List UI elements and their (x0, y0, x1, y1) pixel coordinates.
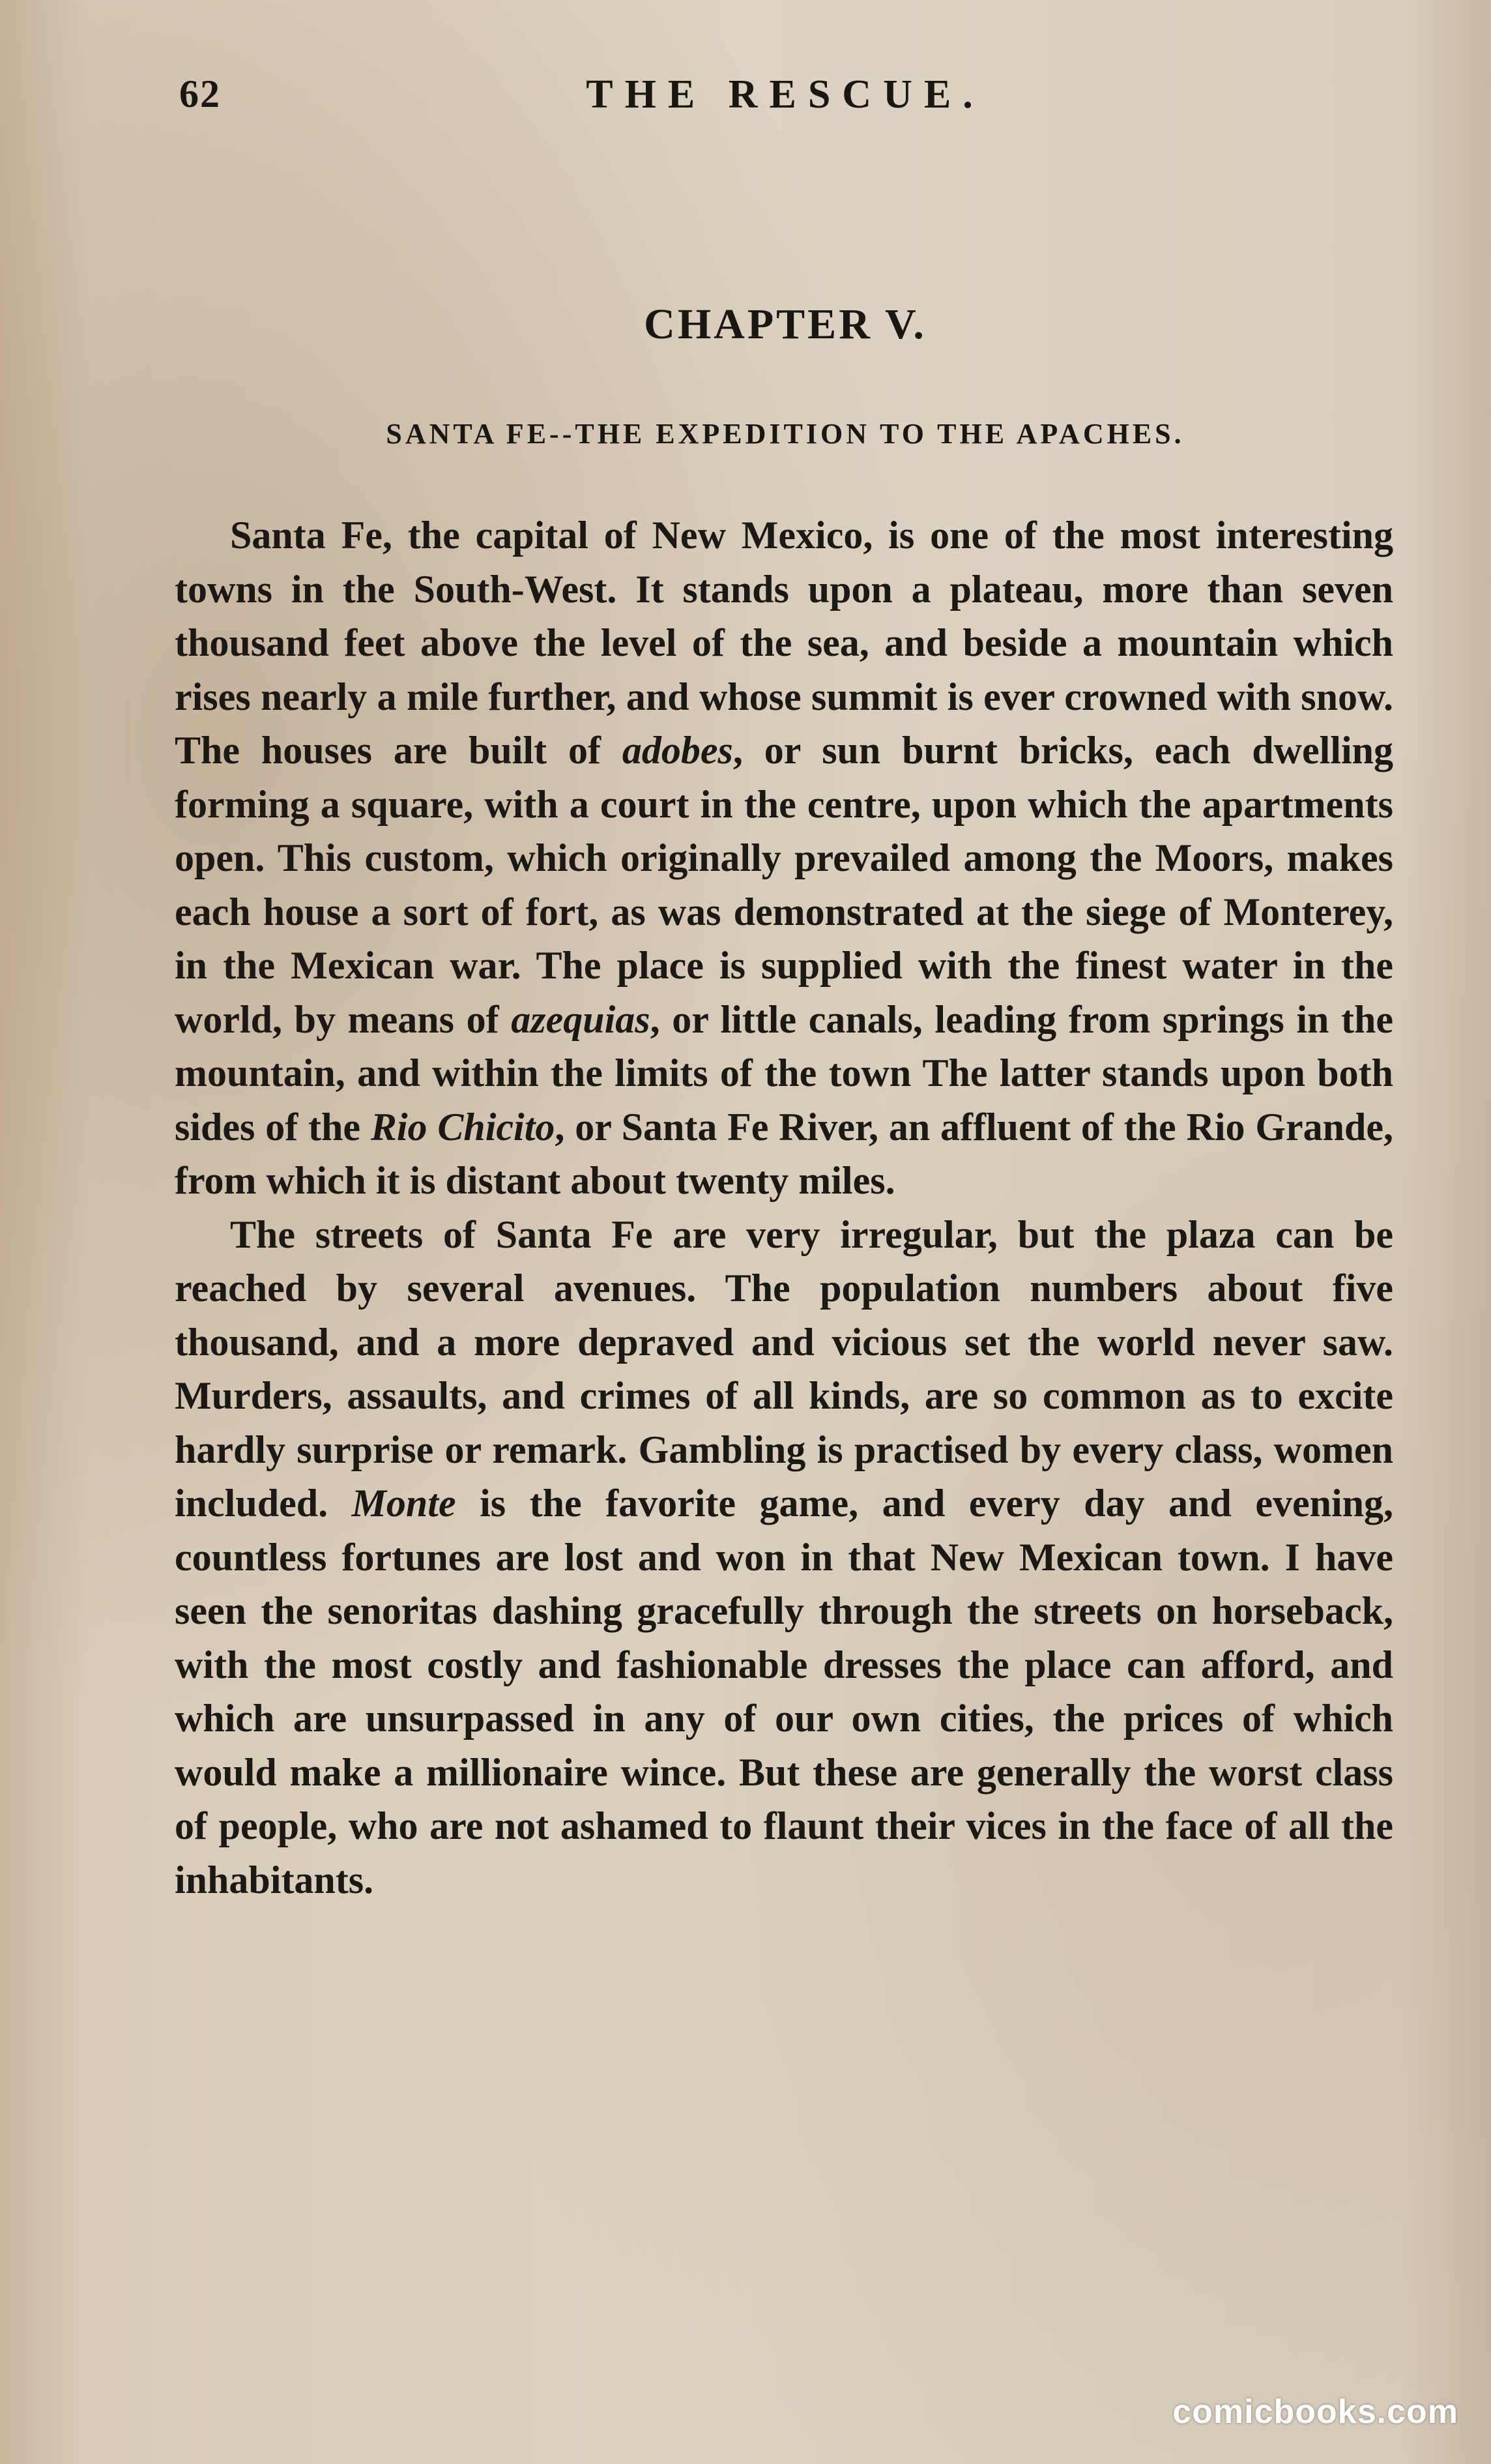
page-number: 62 (179, 72, 221, 115)
italic-run: adobes (622, 729, 733, 772)
watermark: comicbooks.com (1172, 2393, 1458, 2431)
running-head: THE RESCUE. (586, 72, 985, 117)
chapter-subtitle: SANTA FE--THE EXPEDITION TO THE APACHES. (386, 418, 1185, 450)
chapter-title: CHAPTER V. (644, 301, 927, 348)
italic-run: azequias (511, 997, 650, 1041)
text-run: Santa Fe, the capital of New Mexico, is one of the most interesting towns in the South-West. It stands upon a plateau, more than seven thousand feet above the level of the sea, and beside a mountain which rises nearly a mile further, and whose summit is ever crowned with snow. The houses are built of (175, 514, 1393, 772)
body-text (175, 508, 1393, 1907)
italic-run: Monte (351, 1482, 456, 1525)
italic-run: Rio Chicito (370, 1105, 555, 1149)
text-run: is the favorite game, and every day and evening, countless fortunes are lost and won in that New Mexican town. I have seen the senoritas dashing gracefully through the streets on horseback, with the most costly and fashionable dresses the place can afford, and which are unsurpassed in any of our own cities, the prices of which would make a millionaire wince. But these are generally the worst class of people, who are not ashamed to flaunt their vices in the face of all the inhabitants. (175, 1482, 1393, 1901)
paragraph (175, 508, 1393, 1208)
text-run: , or sun burnt bricks, each dwelling forming a square, with a court in the centre, upon which the apartments open. This custom, which originally prevailed among the Moors, makes each house a sort of fort, as was demonstrated at the siege of Monterey, in the Mexican war. The place is supplied with the finest water in the world, by means of (175, 729, 1393, 1041)
text-run: , or Santa Fe River, an affluent of the Rio Grande, from which it is distant about twenty miles. (175, 1105, 1393, 1202)
text-run: The streets of Santa Fe are very irregular, but the plaza can be reached by several avenues. The population numbers about five thousand, and a more depraved and vicious set the world never saw. Murders, assaults, and crimes of all kinds, are so common as to excite hardly surprise or remark. Gambling is practised by every class, women included. (175, 1212, 1393, 1525)
page-header (179, 72, 1391, 124)
paragraph (175, 1208, 1393, 1907)
text-run: , or little canals, leading from springs in the mountain, and within the limits of the town The latter stands upon both sides of the (175, 997, 1393, 1149)
